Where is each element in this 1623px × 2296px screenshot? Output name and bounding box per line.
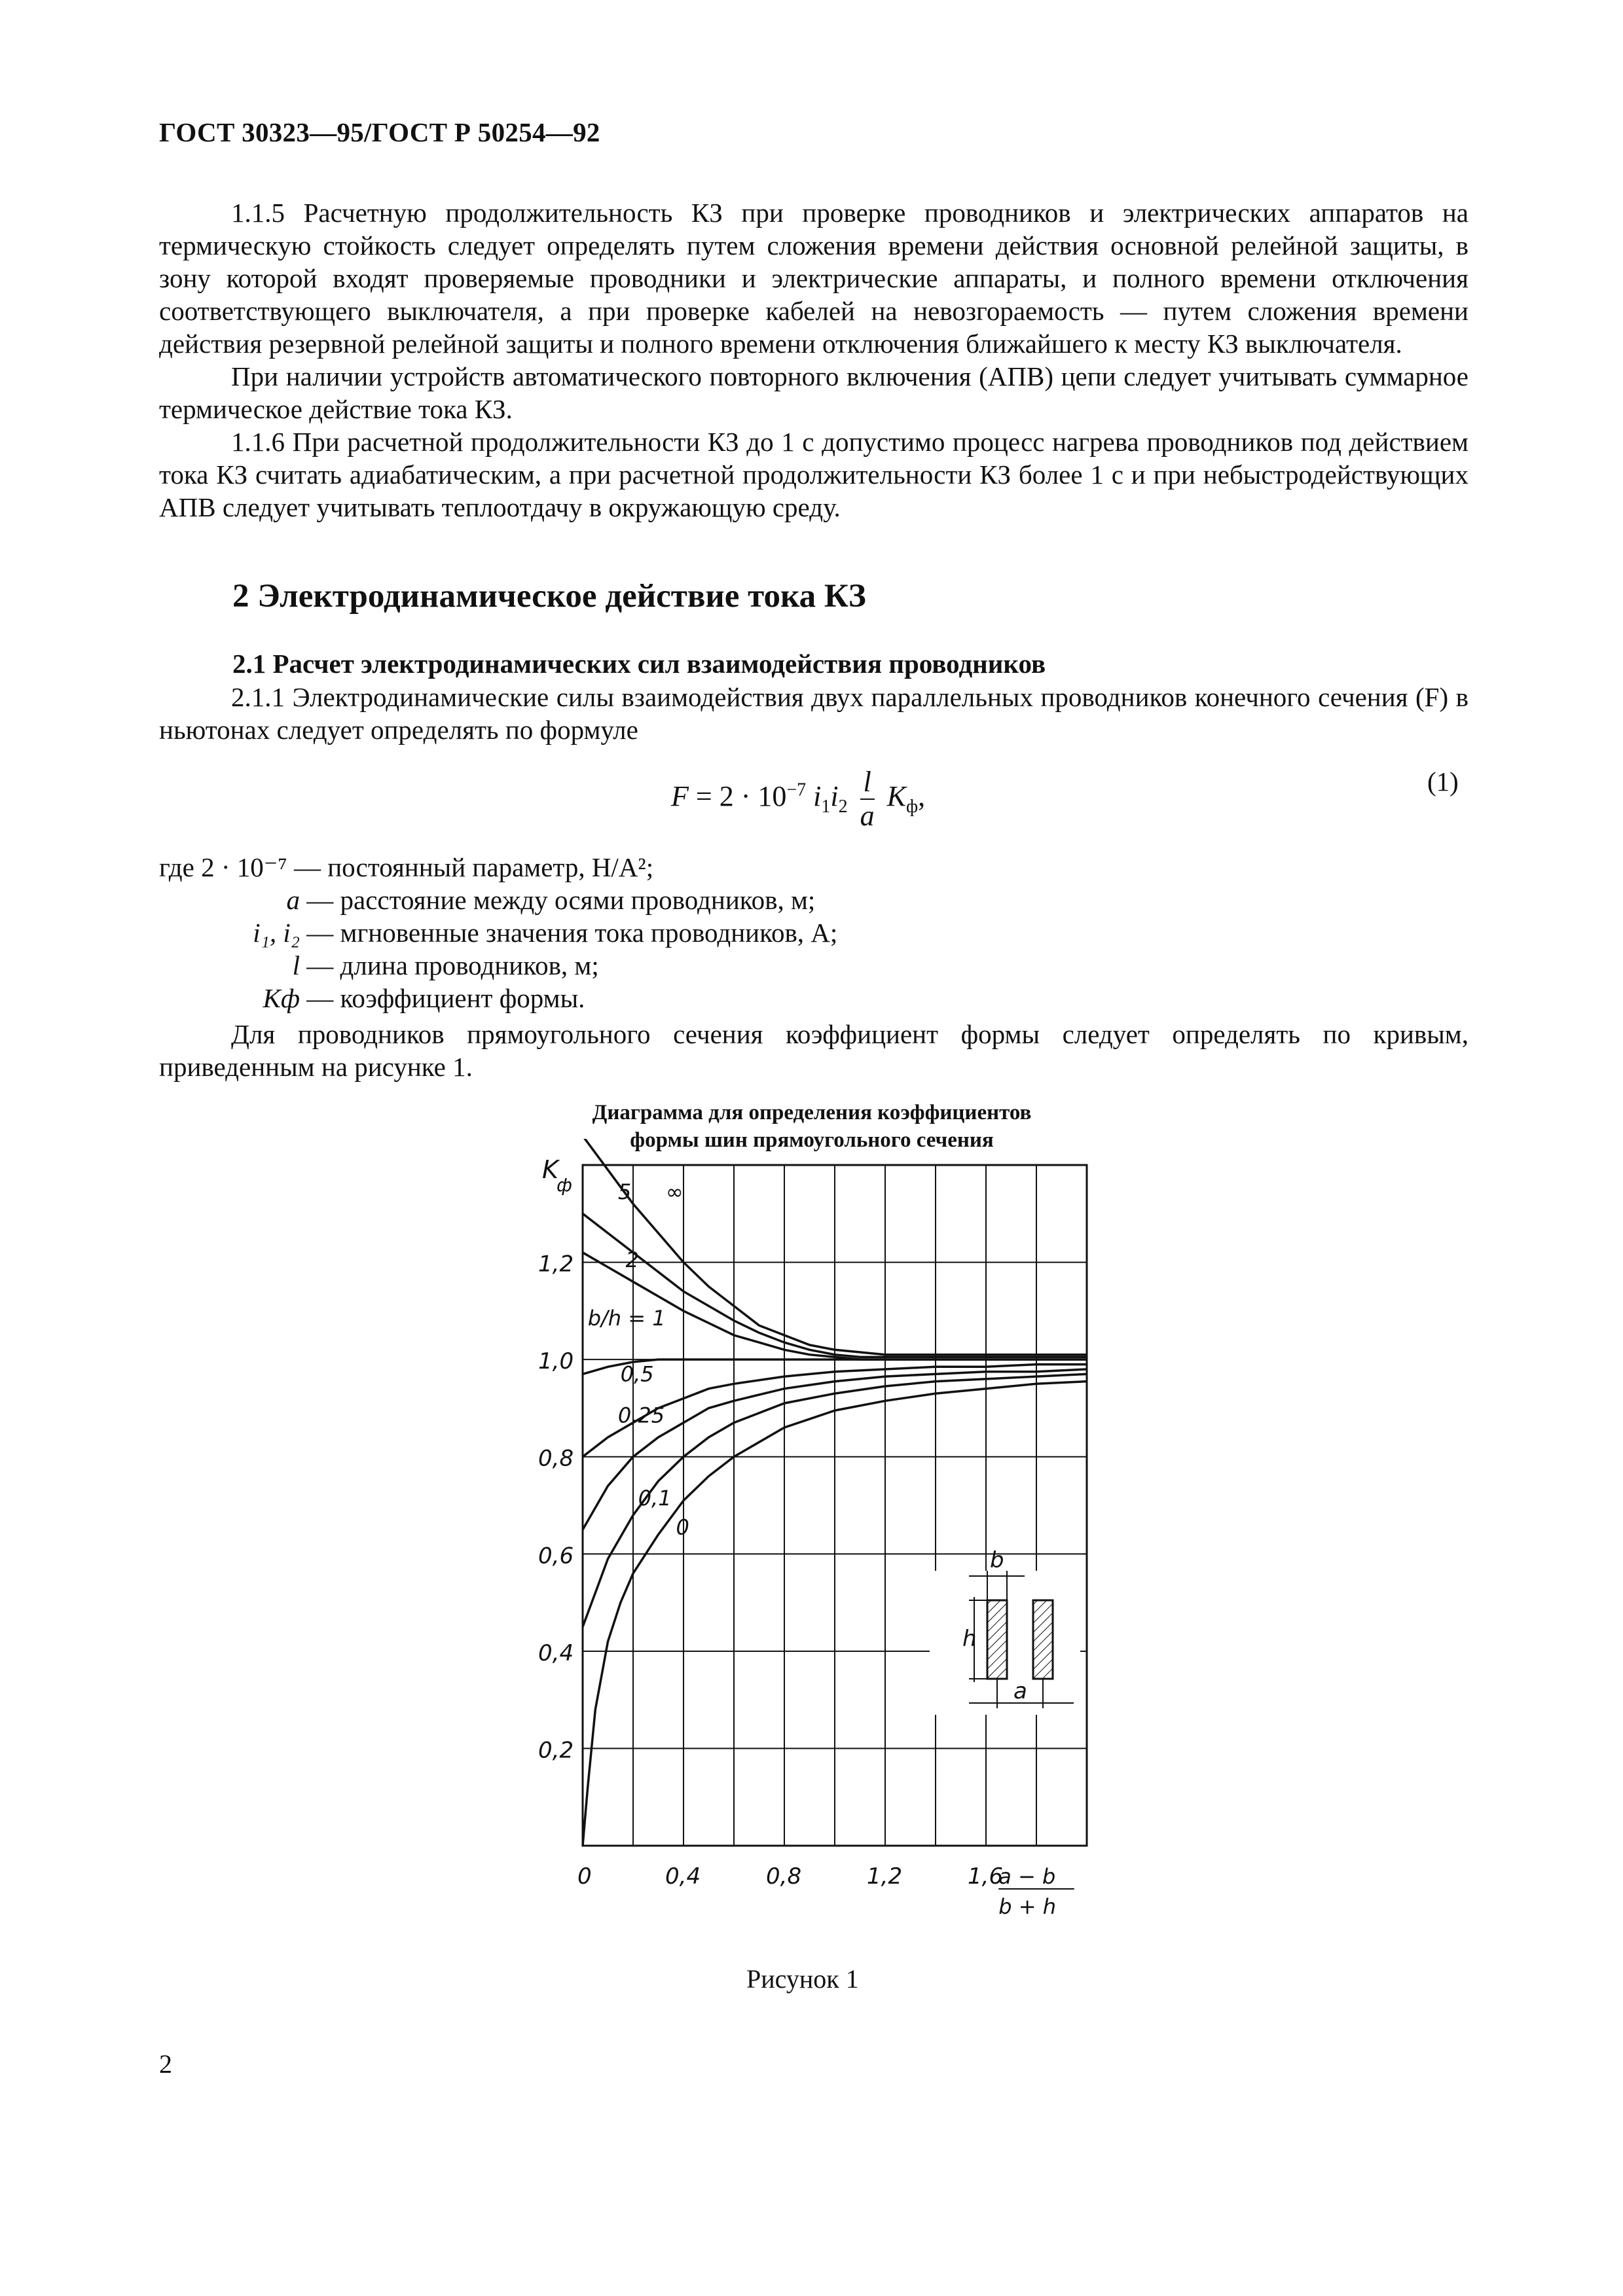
series-label: b/h = 1 <box>587 1306 666 1331</box>
x-axis-label-denominator: b + h <box>998 1894 1056 1919</box>
y-tick-label: 0,4 <box>538 1640 574 1666</box>
page-number: 2 <box>159 2049 172 2079</box>
figure-title-line-2: формы шин прямоугольного сечения <box>630 1128 994 1152</box>
section-heading: 2 Электродинамическое действие тока КЗ <box>232 578 866 615</box>
x-axis-label-numerator: a − b <box>998 1864 1056 1889</box>
chart-labels <box>538 1155 1074 1919</box>
figure-title-line-1: Диаграмма для определения коэффициентов <box>592 1101 1032 1124</box>
where-sym-4: l <box>292 950 300 980</box>
y-tick-label: 1,2 <box>538 1251 574 1278</box>
y-axis-label-sub: ф <box>556 1174 572 1196</box>
where-desc-2: — расстояние между осями проводников, м; <box>306 885 816 915</box>
series-label: 5 <box>617 1179 632 1204</box>
formula-lhs: F <box>671 780 689 813</box>
formula-i1: i <box>813 780 822 813</box>
document-header: ГОСТ 30323—95/ГОСТ Р 50254—92 <box>159 117 600 147</box>
paragraph-1-1-5: 1.1.5 Расчетную продолжительность КЗ при проверке проводников и электрических аппаратов на термическую стойкость следует определять путем сложения времени действия основной релейной защиты, в зону которой входят проверяемые проводники и электрические аппараты, и полного времени отключения соответствующего выключателя, а при проверке кабелей на невозгораемость — путем сложения времени действия резервной релейной защиты и полного времени отключения ближайшего к месту КЗ выключателя. <box>159 198 1468 359</box>
where-desc-3: — мгновенные значения тока проводников, А; <box>306 918 838 948</box>
where-row-2 <box>159 884 837 916</box>
where-sym-2: a <box>286 885 300 915</box>
y-tick-label: 1,0 <box>538 1348 574 1375</box>
x-tick-label: 1,2 <box>867 1863 903 1890</box>
x-tick-label: 1,6 <box>968 1863 1004 1890</box>
x-tick-label: 0,8 <box>766 1863 802 1890</box>
formula-k-sub: ф <box>905 796 919 817</box>
x-tick-label: 0 <box>577 1863 592 1890</box>
busbar-1 <box>987 1600 1007 1679</box>
inset-label-a: a <box>1013 1678 1027 1704</box>
where-list <box>159 851 837 1014</box>
where-row-1 <box>159 851 837 884</box>
formula-denominator: a <box>860 800 875 832</box>
inset-label-b: b <box>990 1547 1004 1573</box>
where-sym-5: Kф <box>263 983 300 1013</box>
where-desc-4: — длина проводников, м; <box>306 950 599 980</box>
formula-k: K <box>886 780 906 813</box>
inset-label-h: h <box>962 1626 977 1652</box>
formula-1 <box>671 766 925 833</box>
series-label: 0,1 <box>638 1486 672 1511</box>
busbar-inset-diagram <box>930 1547 1080 1715</box>
series-label: 0,25 <box>617 1403 665 1428</box>
where-desc-5: — коэффициент формы. <box>306 983 585 1013</box>
after-text <box>159 1018 1468 1083</box>
formula-exp: −7 <box>786 780 807 800</box>
subsection-text <box>159 681 1468 746</box>
where-prefix: где <box>159 852 194 882</box>
paragraph-1-1-6: 1.1.6 При расчетной продолжительности КЗ до 1 с допустимо процесс нагрева проводников под действием тока КЗ считать адиабатическим, а при расчетной продолжительности КЗ более 1 с и при небыстродействующих АПВ следует учитывать теплоотдачу в окружающую среду. <box>159 427 1468 522</box>
paragraph-2-1-1: 2.1.1 Электродинамические силы взаимодействия двух параллельных проводников конечного сечения (F) в ньютонах следует определять по формуле <box>159 682 1468 745</box>
formula-const: = 2 · 10 <box>688 780 787 813</box>
formula-numerator: l <box>860 766 875 800</box>
formula-fraction <box>860 766 875 833</box>
y-tick-label: 0,6 <box>538 1543 574 1570</box>
y-tick-label: 0,2 <box>538 1737 574 1764</box>
where-row-3 <box>159 916 837 949</box>
paragraph-apv: При наличии устройств автоматического повторного включения (АПВ) цепи следует учитывать суммарное термическое действие тока КЗ. <box>159 361 1468 424</box>
subsection-heading: 2.1 Расчет электродинамических сил взаимодействия проводников <box>232 649 1046 679</box>
formula-i2: i <box>830 780 839 813</box>
series-label: 0,5 <box>620 1361 654 1387</box>
formula-i2-sub: 2 <box>838 796 848 817</box>
where-sym-1: 2 · 10⁻⁷ <box>201 852 287 882</box>
y-tick-label: 0,8 <box>538 1445 574 1472</box>
series-label: 2 <box>625 1247 639 1272</box>
formula-i1-sub: 1 <box>821 796 831 817</box>
series-label: ∞ <box>666 1179 684 1204</box>
equation-number: (1) <box>1427 766 1459 797</box>
paragraph-shape-factor: Для проводников прямоугольного сечения коэффициент формы следует определять по кривым, приведенным на рисунке 1. <box>159 1019 1468 1082</box>
formula-tail: , <box>918 780 926 813</box>
x-tick-label: 0,4 <box>665 1863 701 1890</box>
where-desc-1: — постоянный параметр, Н/А²; <box>293 852 654 882</box>
shape-factor-chart <box>517 1139 1120 1937</box>
where-row-5 <box>159 982 837 1014</box>
where-sym-3: i₁, i₂ <box>253 918 300 948</box>
series-label: 0 <box>676 1515 689 1540</box>
where-row-4 <box>159 949 837 982</box>
y-axis-label: K <box>542 1155 558 1184</box>
busbar-2 <box>1033 1600 1053 1679</box>
intro-text <box>159 196 1468 524</box>
figure-caption: Рисунок 1 <box>746 1964 859 1994</box>
